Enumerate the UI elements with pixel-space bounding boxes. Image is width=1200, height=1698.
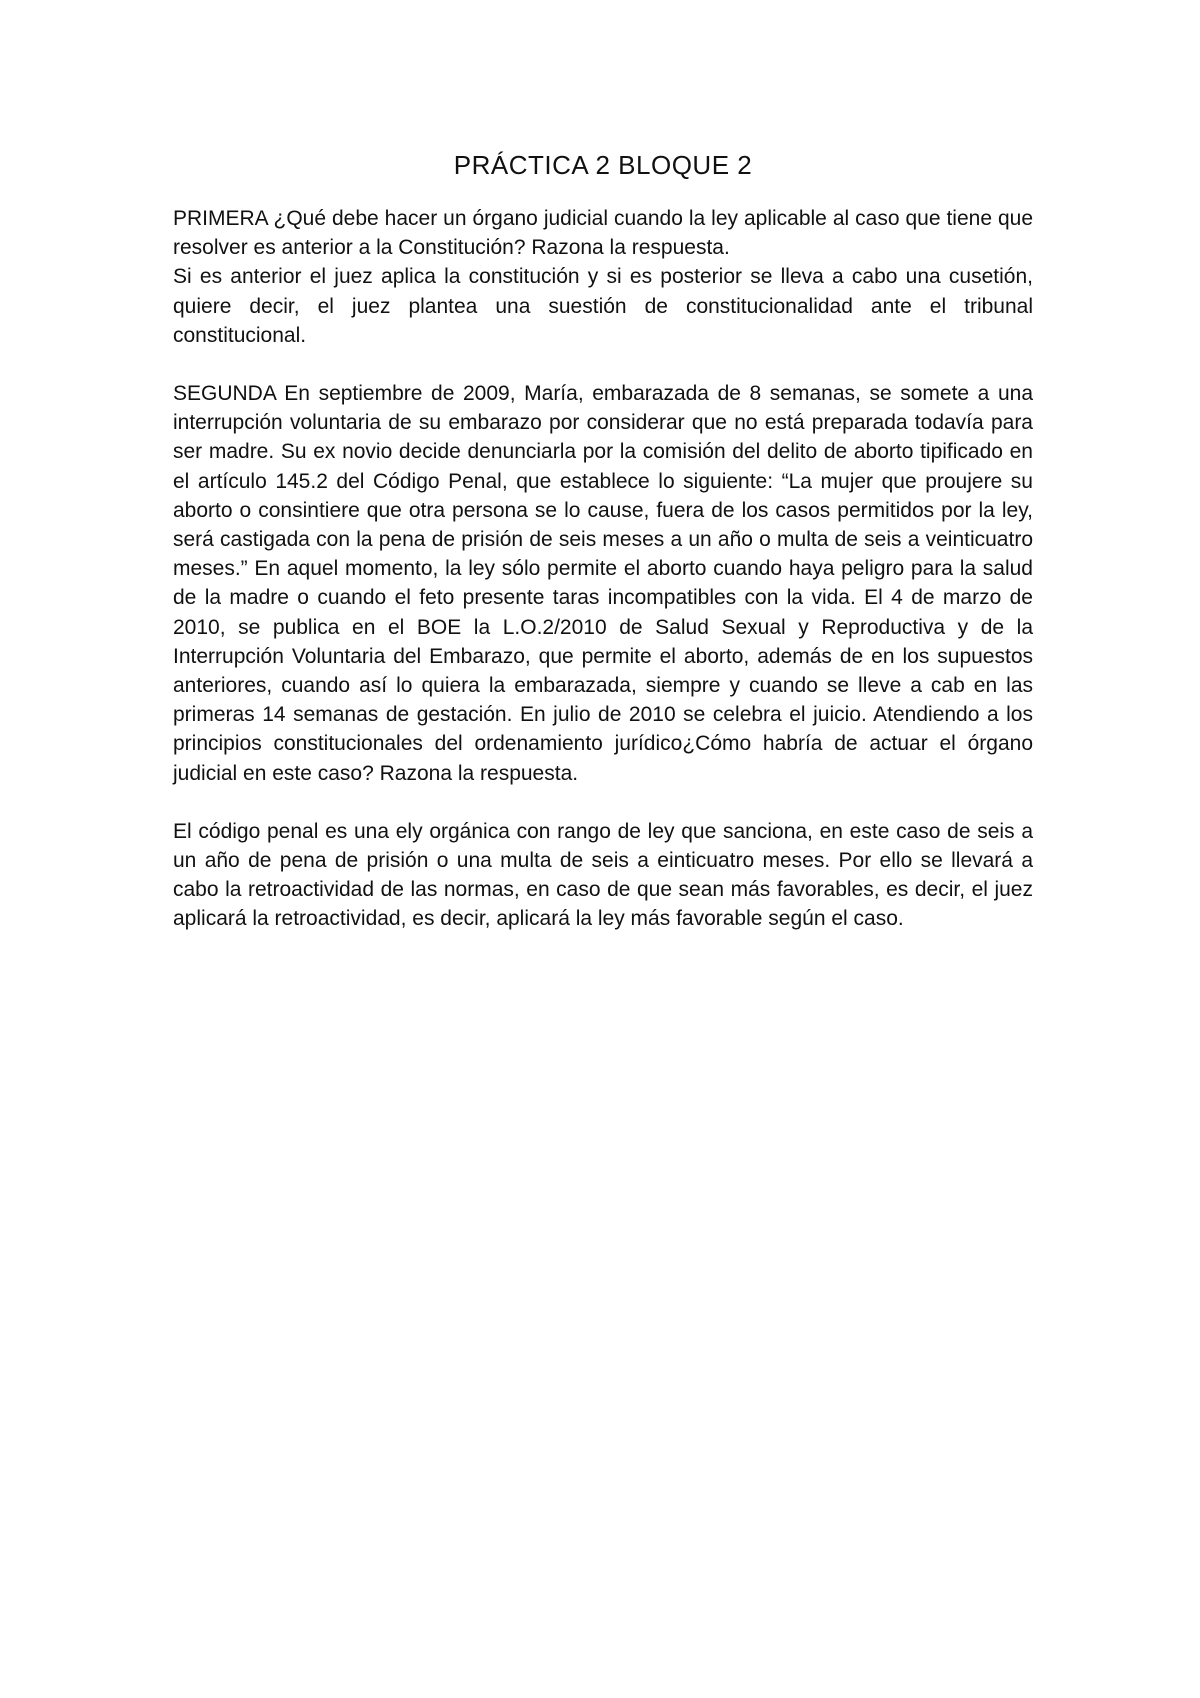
- document-title: PRÁCTICA 2 BLOQUE 2: [453, 150, 753, 180]
- paragraph-gap: [173, 788, 1033, 817]
- question-1-block: [173, 204, 1033, 350]
- question-2-block: [173, 379, 1033, 788]
- document-content: [173, 148, 1033, 934]
- answer-2-text: El código penal es una ely orgánica con rango de ley que sanciona, en este caso de seis a un año de pena de prisión o una multa de seis a einticuatro meses. Por ello se llevará a cabo la retroactividad de las normas, en caso de que sean más favorables, es decir, el juez aplicará la retroactividad, es decir, aplicará la ley más favorable según el caso.: [173, 819, 1033, 931]
- paragraph-gap: [173, 350, 1033, 379]
- question-2-text: SEGUNDA En septiembre de 2009, María, embarazada de 8 semanas, se somete a una interrupción voluntaria de su embarazo por considerar que no está preparada todavía para ser madre. Su ex novio decide denunciarla por la comisión del delito de aborto tipificado en el artículo 145.2 del Código Penal, que establece lo siguiente: “La mujer que proujere su aborto o consintiere que otra persona se lo cause, fuera de los casos permitidos por la ley, será castigada con la pena de prisión de seis meses a un año o multa de seis a veinticuatro meses.” En aquel momento, la ley sólo permite el aborto cuando haya peligro para la salud de la madre o cuando el feto presente taras incompatibles con la vida. El 4 de marzo de 2010, se publica en el BOE la L.O.2/2010 de Salud Sexual y Reproductiva y de la Interrupción Voluntaria del Embarazo, que permite el aborto, además de en los supuestos anteriores, cuando así lo quiera la embarazada, siempre y cuando se lleve a cab en las primeras 14 semanas de gestación. En julio de 2010 se celebra el juicio. Atendiendo a los principios constitucionales del ordenamiento jurídico¿Cómo habría de actuar el órgano judicial en este caso? Razona la respuesta.: [173, 382, 1033, 785]
- question-1-text: PRIMERA ¿Qué debe hacer un órgano judicial cuando la ley aplicable al caso que tiene que resolver es anterior a la Constitución? Razona la respuesta.: [173, 207, 1033, 260]
- answer-2-block: [173, 817, 1033, 934]
- answer-1-text: Si es anterior el juez aplica la constitución y si es posterior se lleva a cabo una cusetión, quiere decir, el juez plantea una suestión de constitucionalidad ante el tribunal constitucional.: [173, 265, 1033, 347]
